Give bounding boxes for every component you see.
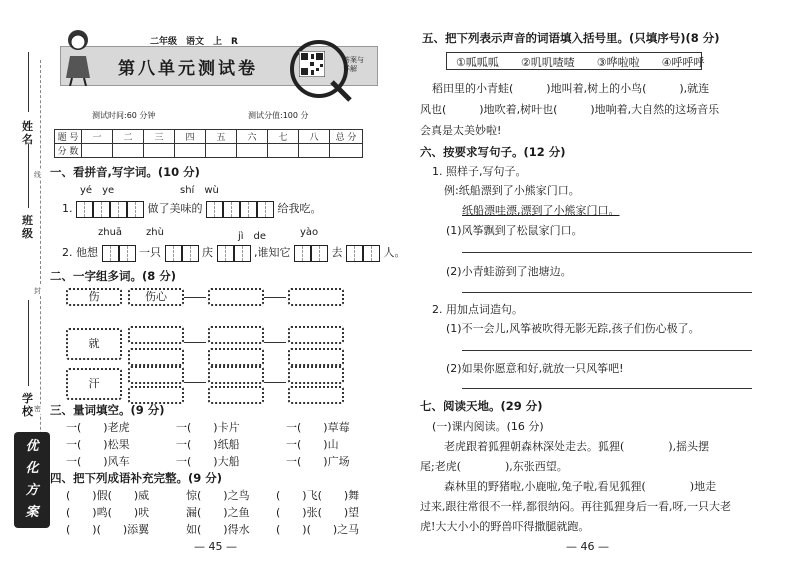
qr-code-icon [299,51,325,77]
char-box[interactable] [165,245,182,262]
score-cell: 八 [299,130,330,144]
char-box[interactable] [119,245,136,262]
test-time: 测试时间:60 分钟 [92,111,156,120]
q2-title: 二、一字组多词。(8 分) [50,269,177,283]
q6-sub: 2. 用加点词造句。 [432,303,523,316]
q7-part: (一)课内阅读。(16 分) [432,420,544,433]
score-cell: 四 [175,130,206,144]
idiom-item[interactable]: ( )鸣( )吠 [66,506,150,519]
passage-line[interactable]: 森林里的野猪啦,小鹿啦,兔子啦,看见狐狸( )地走 [444,480,717,493]
page-title: 第八单元测试卷 [118,59,258,79]
word-box[interactable] [208,366,264,384]
magnifier-handle [330,80,352,102]
pinyin: zhuā [98,227,123,238]
char-box[interactable] [206,201,223,218]
score-cell: 二 [113,130,144,144]
cut-mark-feng: 封 [34,287,41,295]
pinyin: yé ye [80,185,115,196]
measure-item[interactable]: 一( )老虎 [66,421,130,434]
score-input[interactable] [268,144,299,158]
word-box[interactable] [208,348,264,366]
idiom-item[interactable]: ( )( )之马 [276,523,360,536]
connector [184,382,206,383]
idiom-item[interactable]: ( )假( )威 [66,489,150,502]
word-box[interactable]: 伤心 [128,288,184,306]
char-box[interactable] [110,201,127,218]
answer-line[interactable] [462,388,752,389]
q6-example-answer: 纸船漂哇漂,漂到了小熊家门口。 [462,204,620,217]
measure-item[interactable]: 一( )大船 [176,455,240,468]
char-box[interactable] [234,245,251,262]
q1-title: 一、看拼音,写字词。(10 分) [50,165,200,179]
q6-title: 六、按要求写句子。(12 分) [420,145,566,159]
idiom-item[interactable]: ( )张( )望 [276,506,360,519]
page-number-right: — 46 — [566,540,609,553]
score-cell: 五 [206,130,237,144]
char-box[interactable] [102,245,119,262]
word-box[interactable] [208,326,264,344]
page-number-left: — 45 — [194,540,237,553]
cut-mark-xian: 线 [34,171,41,179]
q6-example: 例:纸船漂到了小熊家门口。 [444,184,580,197]
score-input[interactable] [113,144,144,158]
q5-title: 五、把下列表示声音的词语填入括号里。(只填序号)(8 分) [422,31,720,45]
passage-line: 虎!大大小小的野兽吓得撒腿就跑。 [420,520,590,533]
score-input[interactable] [206,144,237,158]
word-box[interactable] [128,326,184,344]
q5-line: 会真是太美妙啦! [420,124,502,137]
idiom-item[interactable]: ( )( )添翼 [66,523,150,536]
score-table [54,129,363,158]
q6-sentence: (1)风筝飘到了松鼠家门口。 [446,224,583,237]
char-box[interactable] [217,245,234,262]
answer-line[interactable] [462,350,752,351]
answer-line[interactable] [462,252,752,253]
measure-item[interactable]: 一( )广场 [286,455,350,468]
idiom-item[interactable]: 如( )得水 [186,523,250,536]
word-box[interactable] [128,348,184,366]
score-cell: 分 数 [55,144,82,158]
answer-line[interactable] [462,292,752,293]
q6-sentence: (2)如果你愿意和好,就放一只风筝吧! [446,362,624,375]
sound-options: ①呱呱呱 ②叽叽喳喳 ③哗啦啦 ④呼呼呼 [456,56,705,69]
q6-sentence: (1)不一会儿,风筝被吹得无影无踪,孩子们伤心极了。 [446,322,700,335]
q4-title: 四、把下列成语补充完整。(9 分) [50,471,223,485]
score-cell: 总 分 [330,130,363,144]
cartoon-girl-icon [60,26,96,86]
grade-line: 二年级 语文 上 R [150,37,238,47]
pinyin: zhù [146,227,164,238]
q1-line1: 1. 做了美味的 给我吃。 [62,200,322,218]
school-label: 学校 [22,392,33,418]
pinyin: jì de [238,231,267,242]
measure-item[interactable]: 一( )草莓 [286,421,350,434]
q3-title: 三、量词填空。(9 分) [50,403,165,417]
measure-item[interactable]: 一( )纸船 [176,438,240,451]
char-box[interactable] [182,245,199,262]
score-input[interactable] [237,144,268,158]
connector [264,342,286,343]
idiom-item[interactable]: 漏( )之鱼 [186,506,250,519]
word-box[interactable] [288,386,344,404]
pinyin: shí wù [180,185,219,196]
word-box[interactable] [208,288,264,306]
word-box[interactable] [288,366,344,384]
q5-line[interactable]: 风也( )地吹着,树叶也( )地响着,大自然的这场音乐 [420,103,720,116]
pinyin: yào [300,227,319,238]
class-label: 班级 [22,214,33,240]
score-cell: 六 [237,130,268,144]
measure-item[interactable]: 一( )风车 [66,455,130,468]
char-box[interactable] [346,245,363,262]
char-box[interactable] [363,245,380,262]
head-char: 汗 [66,368,122,400]
word-box[interactable] [208,386,264,404]
name-blank [28,52,29,112]
word-box[interactable] [128,366,184,384]
q7-title: 七、阅读天地。(29 分) [420,399,543,413]
head-char: 就 [66,328,122,360]
cut-line [40,60,41,480]
class-blank [28,144,29,208]
q6-sentence: (2)小青蛙游到了池塘边。 [446,265,572,278]
q5-line[interactable]: 稻田里的小青蛙( )地叫着,树上的小鸟( ),就连 [432,82,710,95]
char-box[interactable] [93,201,110,218]
measure-item[interactable]: 一( )卡片 [176,421,240,434]
qr-note: 答案与详解 [343,56,364,73]
school-blank [28,300,29,386]
score-cell: 七 [268,130,299,144]
char-box[interactable] [294,245,311,262]
score-input[interactable] [82,144,113,158]
connector [184,342,206,343]
passage-line[interactable]: 老虎跟着狐狸朝森林深处走去。狐狸( ),摇头摆 [444,440,710,453]
connector [264,382,286,383]
connector [184,297,206,298]
passage-line: 过来,跟往常很不一样,都很纳闷。再往狐狸身后一看,呀,一只大老 [420,500,731,513]
score-input[interactable] [330,144,363,158]
measure-item[interactable]: 一( )山 [286,438,339,451]
cut-mark-mi: 密 [34,405,41,413]
idiom-item[interactable]: ( )飞( )舞 [276,489,360,502]
score-input[interactable] [175,144,206,158]
char-box[interactable] [76,201,93,218]
char-box[interactable] [257,201,274,218]
head-char: 伤 [66,288,122,306]
passage-line[interactable]: 尾;老虎( ),东张西望。 [420,460,568,473]
char-box[interactable] [127,201,144,218]
measure-item[interactable]: 一( )松果 [66,438,130,451]
q6-sub: 1. 照样子,写句子。 [432,165,527,178]
score-cell: 题 号 [55,130,82,144]
word-box[interactable] [288,348,344,366]
word-box[interactable] [288,326,344,344]
char-box[interactable] [223,201,240,218]
q1-line2: 2. 他想 一只 庆 ,谁知它 去 人。 [62,244,406,262]
char-box[interactable] [240,201,257,218]
score-input[interactable] [299,144,330,158]
connector [264,297,286,298]
score-cell: 三 [144,130,175,144]
name-label: 姓名 [22,120,33,146]
word-box[interactable] [288,288,344,306]
score-input[interactable] [144,144,175,158]
char-box[interactable] [311,245,328,262]
score-cell: 一 [82,130,113,144]
idiom-item[interactable]: 惊( )之鸟 [186,489,250,502]
brand-logo: 优化方案 [14,432,50,528]
test-score: 测试分值:100 分 [248,111,309,120]
